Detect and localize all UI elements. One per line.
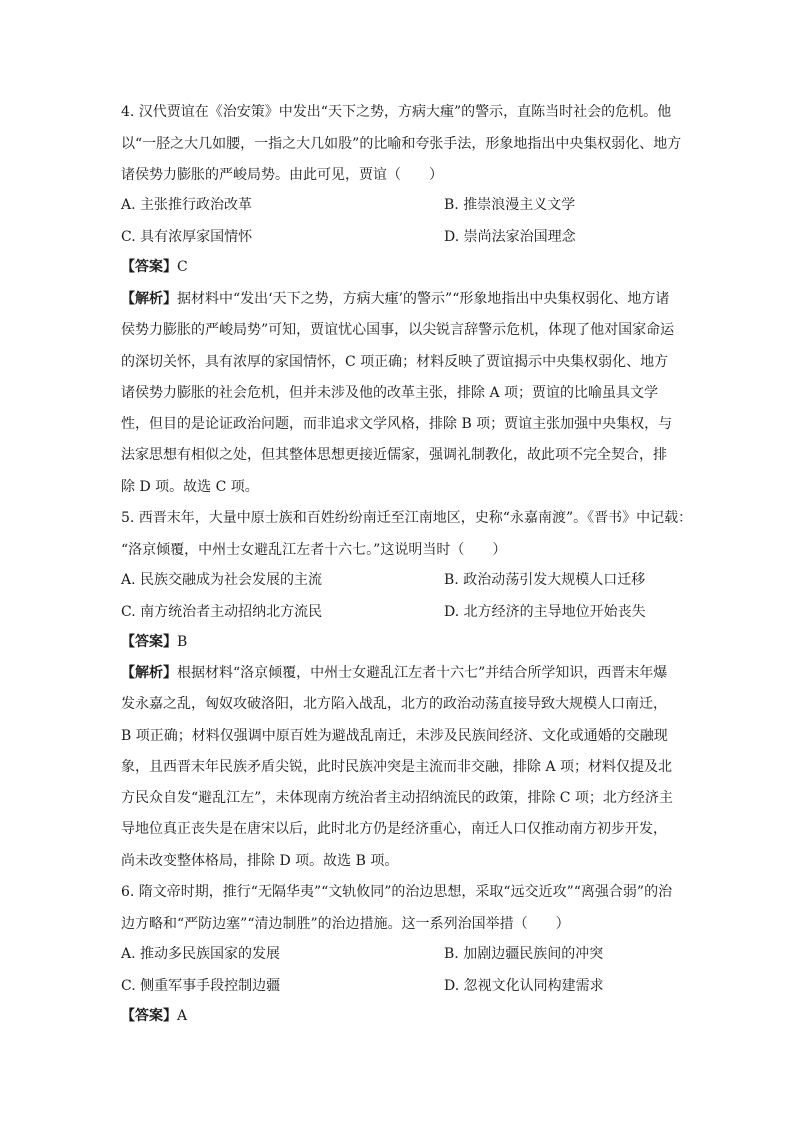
- question-4-line: 4. 汉代贾谊在《治安策》中发出“天下之势，方病大瘇”的警示，直陈当时社会的危机。他: [121, 104, 672, 120]
- answer-label: 【答案】: [121, 1008, 177, 1024]
- analysis-line: B 项正确；材料仅强调中原百姓为避战乱南迁，未涉及民族间经济、文化或通婚的交融现: [121, 727, 668, 744]
- analysis-line: 根据材料“洛京倾覆，中州士女避乱江左者十六七”并结合所学知识，西晋末年爆: [177, 665, 668, 681]
- option-d: D. 崇尚法家治国理念: [444, 229, 576, 245]
- question-6-line: 边方略和“严防边塞”“清边制胜”的治边措施。这一系列治国举措（ ）: [121, 915, 570, 932]
- option-c: C. 具有浓厚家国情怀: [121, 229, 253, 245]
- option-a: A. 民族交融成为社会发展的主流: [121, 572, 323, 588]
- answer-label: 【答案】: [121, 259, 177, 275]
- question-5-options: [121, 564, 676, 628]
- analysis-line: 侯势力膨胀的严峻局势”可知，贾谊忧心国事，以尖锐言辞警示危机，体现了他对国家命运: [121, 322, 675, 339]
- question-4-answer: [121, 252, 188, 283]
- analysis-line: 象，且西晋末年民族矛盾尖锐，此时民族冲突是主流而非交融，排除 A 项；材料仅提及北: [121, 758, 673, 775]
- answer-value: C: [177, 259, 188, 275]
- option-b: B. 政治动荡引发大规模人口迁移: [444, 572, 646, 588]
- option-d: D. 忽视文化认同构建需求: [444, 978, 604, 994]
- analysis-label: 【解析】: [121, 291, 177, 307]
- analysis-line: 尚未改变整体格局，排除 D 项。故选 B 项。: [121, 852, 399, 869]
- question-5-line: 5. 西晋末年，大量中原士族和百姓纷纷南迁至江南地区，史称“永嘉南渡”。《晋书》中记载：: [121, 510, 693, 526]
- option-a: A. 主张推行政治改革: [121, 197, 253, 213]
- analysis-line: 据材料中“发出‘天下之势，方病大瘇’的警示”“形象地指出中央集权弱化、地方诸: [177, 291, 670, 307]
- question-4-analysis: [121, 284, 677, 503]
- analysis-line: 诸侯势力膨胀的社会危机，但并未涉及他的改革主张，排除 A 项；贾谊的比喻虽具文学: [121, 384, 659, 401]
- analysis-line: 性，但目的是论证政治问题，而非追求文学风格，排除 B 项；贾谊主张加强中央集权，与: [121, 416, 673, 433]
- question-6-options: [121, 938, 676, 1002]
- question-6-answer: [121, 1001, 187, 1032]
- option-c: C. 侧重军事手段控制边疆: [121, 978, 281, 994]
- answer-value: A: [177, 1008, 188, 1024]
- question-4-line: 以“一胫之大几如腰，一指之大几如股”的比喻和夸张手法，形象地指出中央集权弱化、地方: [121, 135, 682, 152]
- analysis-line: 除 D 项。故选 C 项。: [121, 478, 259, 495]
- answer-label: 【答案】: [121, 634, 177, 650]
- question-5-answer: [121, 627, 187, 658]
- question-4-stem: [121, 97, 682, 192]
- question-4-options: [121, 189, 676, 253]
- option-b: B. 加剧边疆民族间的冲突: [444, 946, 604, 962]
- analysis-line: 发永嘉之乱，匈奴攻破洛阳，北方陷入战乱，北方的政治动荡直接导致大规模人口南迁，: [121, 696, 667, 713]
- analysis-line: 方民众自发“避乱江左”，未体现南方统治者主动招纳流民的政策，排除 C 项；北方经济主: [121, 790, 673, 807]
- question-5-analysis: [121, 658, 677, 877]
- analysis-line: 导地位真正丧失是在唐宋以后，此时北方仍是经济重心，南迁人口仅推动南方初步开发，: [121, 821, 667, 838]
- option-d: D. 北方经济的主导地位开始丧失: [444, 604, 646, 620]
- question-4-line: 诸侯势力膨胀的严峻局势。由此可见，贾谊（ ）: [121, 167, 443, 183]
- question-6-line: 6. 隋文帝时期，推行“无隔华夷”“文轨攸同”的治边思想，采取“远交近攻”“离强合弱”的治: [121, 884, 673, 900]
- analysis-line: 法家思想有相似之处，但其整体思想更接近儒家，强调礼制教化，故此项不完全契合，排: [121, 447, 667, 464]
- analysis-label: 【解析】: [121, 665, 177, 681]
- analysis-line: 的深切关怀，具有浓厚的家国情怀，C 项正确；材料反映了贾谊揭示中央集权弱化、地方: [121, 353, 669, 370]
- answer-value: B: [177, 634, 188, 650]
- question-5-line: “洛京倾覆，中州士女避乱江左者十六七。”这说明当时（ ）: [121, 541, 507, 558]
- question-5-stem: [121, 503, 693, 566]
- option-c: C. 南方统治者主动招纳北方流民: [121, 604, 323, 620]
- option-a: A. 推动多民族国家的发展: [121, 946, 281, 962]
- question-6-stem: [121, 877, 676, 940]
- option-b: B. 推崇浪漫主义文学: [444, 197, 576, 213]
